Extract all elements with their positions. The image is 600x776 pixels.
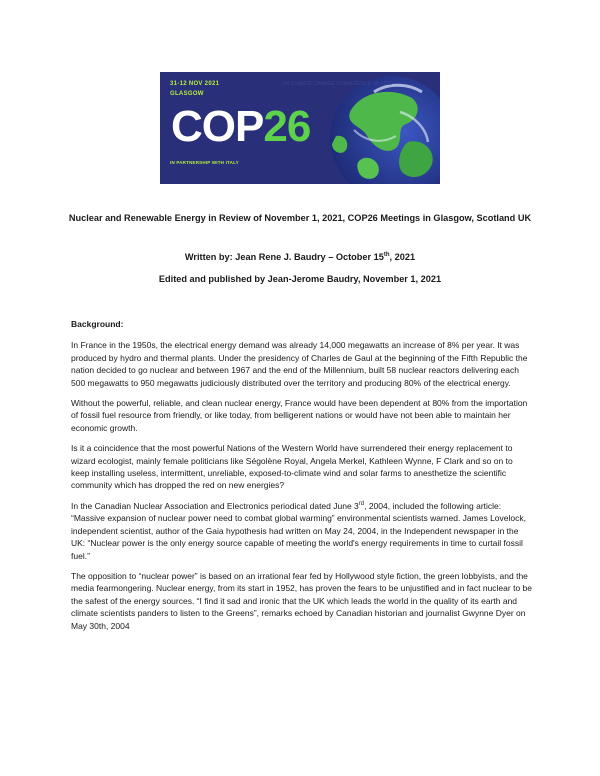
cop26-banner [160,72,440,184]
paragraph-3: Is it a coincidence that the most powerful Nations of the Western World have surrendered their energy replacement to wizard ecologist, mainly female politicians like Ségolène Royal, Angela Merkel, Kathleen Wynne, F Clark and so on to keep installing useless, intermittent, unreliable, exposed-to-climate wind and solar farms to anesthetize the scientific community which has dropped the red on new energies? [71,443,513,491]
banner-city: GLASGOW [170,91,204,97]
byline-prefix: Written by: Jean Rene J. Baudry – October 15 [184,252,384,262]
paragraph-4 [71,500,533,562]
banner-dates: 31-12 NOV 2021 [170,81,220,87]
paragraph-4-suffix: , 2004, included the following article: “Massive expansion of nuclear power need to combat global warming” environmental scientists warned. James Lovelock, independent scientist, author of the Gaia hypothesis had written on May 24, 2004, in the Independent newspaper in the UK: “Nuclear power is the only energy source capable of meeting the world's energy requirements in time to curtail fossil fuel.” [71,500,526,561]
banner-faint-text: UN CLIMATE CHANGE CONFERENCE UK 2021 [282,81,392,87]
paragraph-4-prefix: In the Canadian Nuclear Association and Electronics periodical dated June 3 [71,500,359,511]
cop-logo-number: 26 [263,102,311,151]
paragraph-2: Without the powerful, reliable, and clean nuclear energy, France would have been dependent at 80% from the importation of fossil fuel resource from friendly, or like today, from belligerent nations or would have not been able to maintain her economic growth. [71,398,528,433]
cop26-logo [171,103,310,151]
paragraph-4-superscript: rd [358,501,365,508]
paragraph-5: The opposition to “nuclear power” is based on an irrational fear fed by Hollywood style fiction, the green lobbyists, and the media fearmongering. Nuclear energy, from its start in 1952, has proven the fears to be unjustified and in fact nuclear to be the safest of the energy sources. “I find it sad and ironic that the UK which leads the world in the quality of its earth and climate scientists panders to listen to the Greens”, remarks echoed by Canadian historian and journalist Gwynne Dyer on May 30th, 2004 [71,570,532,631]
document-title: Nuclear and Renewable Energy in Review of November 1, 2021, COP26 Meetings in Glasgow, Scotland UK [68,213,532,223]
edited-by-line: Edited and published by Jean-Jerome Baudry, November 1, 2021 [158,274,442,284]
byline-suffix: , 2021 [389,252,416,262]
section-heading: Background: [71,319,124,329]
byline-superscript: th [383,251,390,258]
cop-logo-word: COP [171,102,264,151]
banner-partner-text: IN PARTNERSHIP WITH ITALY [170,160,239,165]
document-body [71,318,533,640]
paragraph-1: In France in the 1950s, the electrical energy demand was already 14,000 megawatts an increase of 8% per year. It was produced by hydro and thermal plants. Under the presidency of Charles de Gaul at the beginning of the Fifth Republic the nation decided to go nuclear and between 1967 and the end of the Millennium, built 58 nuclear reactors delivering each 500 megawatts to 950 megawatts judiciously distributed over the territory and producing 80% of the electrical energy. [71,340,528,388]
byline [0,252,600,262]
